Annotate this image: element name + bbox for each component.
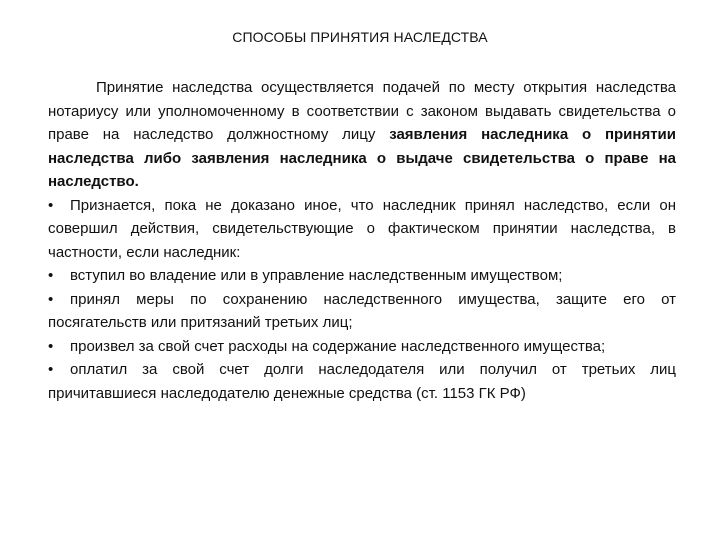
bullet-icon: •	[48, 361, 54, 378]
bullet-icon: •	[48, 267, 54, 284]
list-item	[48, 288, 676, 335]
intro-text: Принятие наследства осуществляется подачей по месту открытия наследства нотариусу или уполномоченному в соответствии с законом выдавать свидетельства о праве на наследство должностному лицу	[48, 79, 676, 143]
bullet-icon: •	[48, 196, 54, 214]
presumption-paragraph	[48, 194, 676, 265]
slide-body	[48, 76, 676, 405]
list-item-text: вступил во владение или в управление наследственным имуществом;	[70, 267, 563, 284]
list-item	[48, 264, 676, 288]
list-item	[48, 335, 676, 359]
list-item	[48, 358, 676, 405]
list-item-text: принял меры по сохранению наследственного имущества, защите его от посягательств или притязаний третьих лиц;	[48, 290, 676, 331]
bullet-icon: •	[48, 290, 54, 308]
list-item-text: оплатил за свой счет долги наследодателя или получил от третьих лиц причитавшиеся наследодателю денежные средства (ст. 1153 ГК РФ)	[48, 361, 676, 402]
slide-title: СПОСОБЫ ПРИНЯТИЯ НАСЛЕДСТВА	[232, 29, 488, 45]
intro-bold-text: заявления наследника о принятии наследства либо заявления наследника о выдаче свидетельства о праве на наследство.	[48, 126, 676, 190]
presumption-text: Признается, пока не доказано иное, что наследник принял наследство, если он совершил действия, свидетельствующие о фактическом принятии наследства, в частности, если наследник:	[48, 196, 676, 261]
list-item-text: произвел за свой счет расходы на содержание наследственного имущества;	[70, 337, 606, 355]
bullet-icon: •	[48, 337, 54, 355]
intro-paragraph	[48, 76, 676, 194]
